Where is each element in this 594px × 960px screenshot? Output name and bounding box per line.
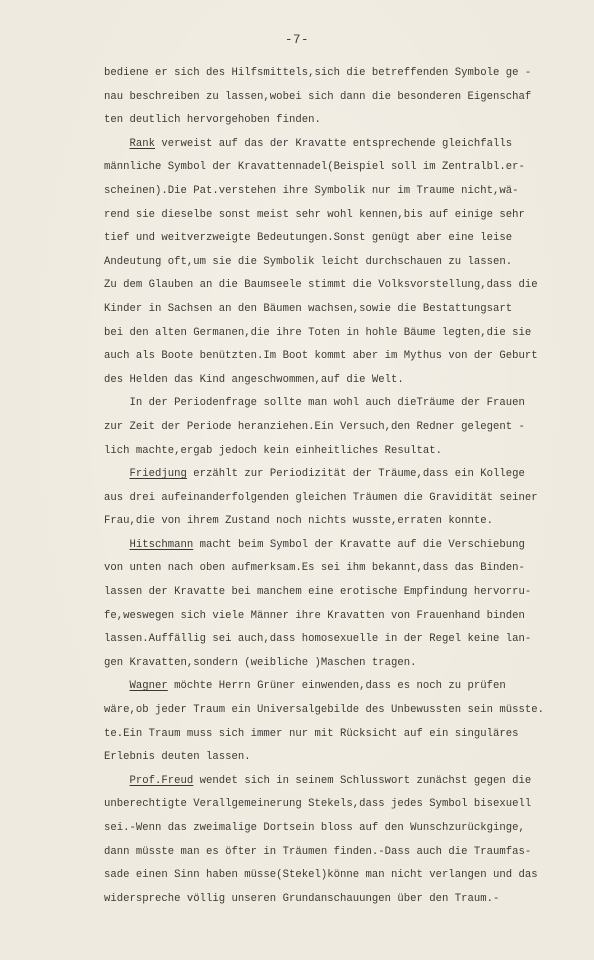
- text-line: [104, 487, 594, 511]
- text-line: [104, 274, 594, 298]
- text-line: [104, 510, 594, 534]
- line-indent: [104, 138, 130, 150]
- line-text: Kinder in Sachsen an den Bäumen wachsen,sowie die Bestattungsart: [104, 302, 513, 315]
- line-text: von unten nach oben aufmerksam.Es sei ihm bekannt,dass das Binden-: [104, 562, 525, 575]
- text-line: [104, 156, 594, 180]
- text-line: [104, 251, 594, 275]
- text-line: [104, 581, 594, 605]
- text-line: [104, 605, 594, 629]
- text-line: [104, 322, 594, 346]
- line-text: sade einen Sinn haben müsse(Stekel)könne man nicht verlangen und das: [104, 869, 538, 882]
- line-text: wendet sich in seinem Schlusswort zunächst gegen die: [193, 774, 532, 787]
- line-text: nau beschreiben zu lassen,wobei sich dann die besonderen Eigenschaf: [104, 90, 532, 103]
- text-line: [104, 62, 594, 86]
- text-line: [104, 133, 594, 157]
- text-line: [104, 793, 594, 817]
- line-text: fe,weswegen sich viele Männer ihre Kravatten von Frauenhand binden: [104, 609, 525, 622]
- text-line: [104, 770, 594, 794]
- line-text: erzählt zur Periodizität der Träume,dass ein Kollege: [186, 468, 525, 481]
- text-line: [104, 534, 594, 558]
- text-line: [104, 675, 594, 699]
- text-line: [104, 888, 594, 912]
- text-line: [104, 416, 594, 440]
- text-line: [104, 86, 594, 110]
- text-line: [104, 204, 594, 228]
- body-text: [104, 62, 594, 911]
- line-text: bei den alten Germanen,die ihre Toten in hohle Bäume legten,die sie: [104, 326, 532, 339]
- line-text: gen Kravatten,sondern (weibliche )Maschen tragen.: [104, 656, 417, 669]
- line-indent: [104, 775, 130, 787]
- line-text: verweist auf das der Kravatte entsprechende gleichfalls: [155, 137, 513, 150]
- line-text: widerspreche völlig unseren Grundanschauungen über den Traum.-: [104, 892, 500, 905]
- line-text: unberechtigte Verallgemeinerung Stekels,dass jedes Symbol bisexuell: [104, 798, 532, 811]
- line-text: scheinen).Die Pat.verstehen ihre Symbolik nur im Traume nicht,wä-: [104, 184, 519, 197]
- text-line: [104, 180, 594, 204]
- speaker-name: Friedjung: [129, 468, 187, 481]
- line-text: Frau,die von ihrem Zustand noch nichts wusste,erraten konnte.: [104, 515, 494, 528]
- line-text: macht beim Symbol der Kravatte auf die Verschiebung: [193, 538, 525, 551]
- line-text: lich machte,ergab jedoch kein einheitliches Resultat.: [104, 444, 442, 457]
- speaker-name: Hitschmann: [129, 538, 194, 551]
- line-text: dann müsste man es öfter in Träumen finden.-Dass auch die Traumfas-: [104, 845, 532, 858]
- speaker-name: Rank: [129, 137, 156, 150]
- line-text: auch als Boote benützten.Im Boot kommt aber im Mythus von der Geburt: [104, 350, 538, 363]
- line-text: te.Ein Traum muss sich immer nur mit Rücksicht auf ein singuläres: [104, 727, 519, 740]
- line-text: lassen.Auffällig sei auch,dass homosexuelle in der Regel keine lan-: [104, 633, 532, 646]
- line-indent: [104, 680, 130, 692]
- text-line: [104, 841, 594, 865]
- line-text: aus drei aufeinanderfolgenden gleichen Träumen die Gravidität seiner: [104, 491, 538, 504]
- text-line: [104, 369, 594, 393]
- text-line: [104, 440, 594, 464]
- speaker-name: Wagner: [129, 680, 168, 693]
- text-line: [104, 817, 594, 841]
- line-text: lassen der Kravatte bei manchem eine erotische Empfindung hervorru-: [104, 586, 532, 599]
- line-indent: [104, 397, 130, 409]
- text-line: [104, 392, 594, 416]
- text-line: [104, 557, 594, 581]
- line-text: männliche Symbol der Kravattennadel(Beispiel soll im Zentralbl.er-: [104, 161, 525, 174]
- text-line: [104, 345, 594, 369]
- text-line: [104, 746, 594, 770]
- text-line: [104, 652, 594, 676]
- line-text: wäre,ob jeder Traum ein Universalgebilde des Unbewussten sein müsste.: [104, 704, 545, 717]
- text-line: [104, 227, 594, 251]
- line-text: In der Periodenfrage sollte man wohl auch dieTräume der Frauen: [129, 397, 525, 410]
- text-line: [104, 298, 594, 322]
- line-text: Andeutung oft,um sie die Symbolik leicht durchschauen zu lassen.: [104, 255, 513, 268]
- line-text: tief und weitverzweigte Bedeutungen.Sonst genügt aber eine leise: [104, 232, 513, 245]
- line-indent: [104, 539, 130, 551]
- line-text: ten deutlich hervorgehoben finden.: [104, 114, 321, 127]
- line-text: bediene er sich des Hilfsmittels,sich die betreffenden Symbole ge -: [104, 67, 532, 79]
- speaker-name: Prof.Freud: [129, 774, 194, 787]
- line-text: sei.-Wenn das zweimalige Dortsein bloss auf den Wunschzurückginge,: [104, 822, 525, 834]
- line-text: möchte Herrn Grüner einwenden,dass es noch zu prüfen: [167, 680, 506, 693]
- line-indent: [104, 468, 130, 480]
- text-line: [104, 109, 594, 133]
- line-text: Erlebnis deuten lassen.: [104, 751, 251, 764]
- line-text: zur Zeit der Periode heranziehen.Ein Versuch,den Redner gelegent -: [104, 420, 525, 433]
- text-line: [104, 463, 594, 487]
- page-number: -7-: [284, 33, 309, 47]
- line-text: Zu dem Glauben an die Baumseele stimmt die Volksvorstellung,dass die: [104, 279, 538, 292]
- line-text: rend sie dieselbe sonst meist sehr wohl kennen,bis auf einige sehr: [104, 208, 525, 221]
- text-line: [104, 699, 594, 723]
- text-line: [104, 864, 594, 888]
- line-text: des Helden das Kind angeschwommen,auf die Welt.: [104, 373, 404, 386]
- text-line: [104, 723, 594, 747]
- text-line: [104, 628, 594, 652]
